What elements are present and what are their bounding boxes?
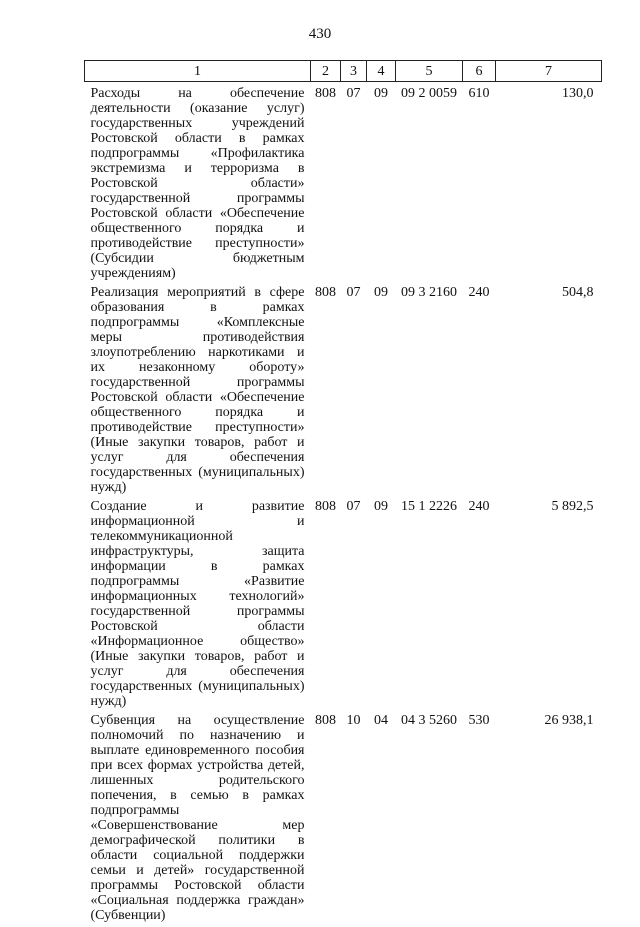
row-subsection: 04: [367, 713, 396, 927]
header-col-expense-type: 6: [463, 61, 496, 82]
row-expense-type: 240: [463, 499, 496, 713]
table-header: [85, 61, 602, 82]
row-description: Реализация мероприятий в сфере образования в рамках подпрограммы «Комплексные меры противодействия злоупотреблению наркотиками и их незаконному обороту» государственной программы Ростовской области «Обеспечение общественного порядка и противодействие преступности» (Иные закупки товаров, работ и услуг для обеспечения государственных (муниципальных) нужд): [85, 285, 311, 499]
row-expense-type: 240: [463, 285, 496, 499]
row-ministry: 808: [311, 285, 341, 499]
row-subsection: 09: [367, 499, 396, 713]
header-col-ministry: 2: [311, 61, 341, 82]
row-section: 07: [341, 82, 367, 286]
row-expense-type: 530: [463, 713, 496, 927]
row-subsection: 09: [367, 82, 396, 286]
row-section: 07: [341, 285, 367, 499]
table-row: [85, 713, 602, 927]
header-col-target-article: 5: [396, 61, 463, 82]
row-target-article: 04 3 5260: [396, 713, 463, 927]
header-col-section: 3: [341, 61, 367, 82]
row-subsection: 09: [367, 285, 396, 499]
row-section: 10: [341, 713, 367, 927]
row-description: Создание и развитие информационной и телекоммуникационной инфраструктуры, защита информации в рамках подпрограммы «Развитие информационных технологий» государственной программы Ростовской области «Информационное общество» (Иные закупки товаров, работ и услуг для обеспечения государственных (муниципальных) нужд): [85, 499, 311, 713]
row-section: 07: [341, 499, 367, 713]
row-expense-type: 610: [463, 82, 496, 286]
row-ministry: 808: [311, 499, 341, 713]
page-number: 430: [0, 26, 640, 43]
row-description: Расходы на обеспечение деятельности (оказание услуг) государственных учреждений Ростовской области в рамках подпрограммы «Профилактика экстремизма и терроризма в Ростовской области» государственной программы Ростовской области «Обеспечение общественного порядка и противодействие преступности» (Субсидии бюджетным учреждениям): [85, 82, 311, 286]
row-ministry: 808: [311, 713, 341, 927]
header-row: [85, 61, 602, 82]
row-target-article: 09 3 2160: [396, 285, 463, 499]
table-body: [85, 82, 602, 927]
header-col-amount: 7: [496, 61, 602, 82]
table-row: [85, 82, 602, 286]
row-amount: 130,0: [496, 82, 602, 286]
row-amount: 504,8: [496, 285, 602, 499]
row-amount: 26 938,1: [496, 713, 602, 927]
row-target-article: 15 1 2226: [396, 499, 463, 713]
table-row: [85, 499, 602, 713]
row-description: Субвенция на осуществление полномочий по назначению и выплате единовременного пособия при всех формах устройства детей, лишенных родительского попечения, в семью в рамках подпрограммы «Совершенствование мер демографической политики в области социальной поддержки семьи и детей» государственной программы Ростовской области «Социальная поддержка граждан» (Субвенции): [85, 713, 311, 927]
row-target-article: 09 2 0059: [396, 82, 463, 286]
header-col-subsection: 4: [367, 61, 396, 82]
row-amount: 5 892,5: [496, 499, 602, 713]
row-ministry: 808: [311, 82, 341, 286]
header-col-description: 1: [85, 61, 311, 82]
budget-table: [84, 60, 602, 927]
table-row: [85, 285, 602, 499]
